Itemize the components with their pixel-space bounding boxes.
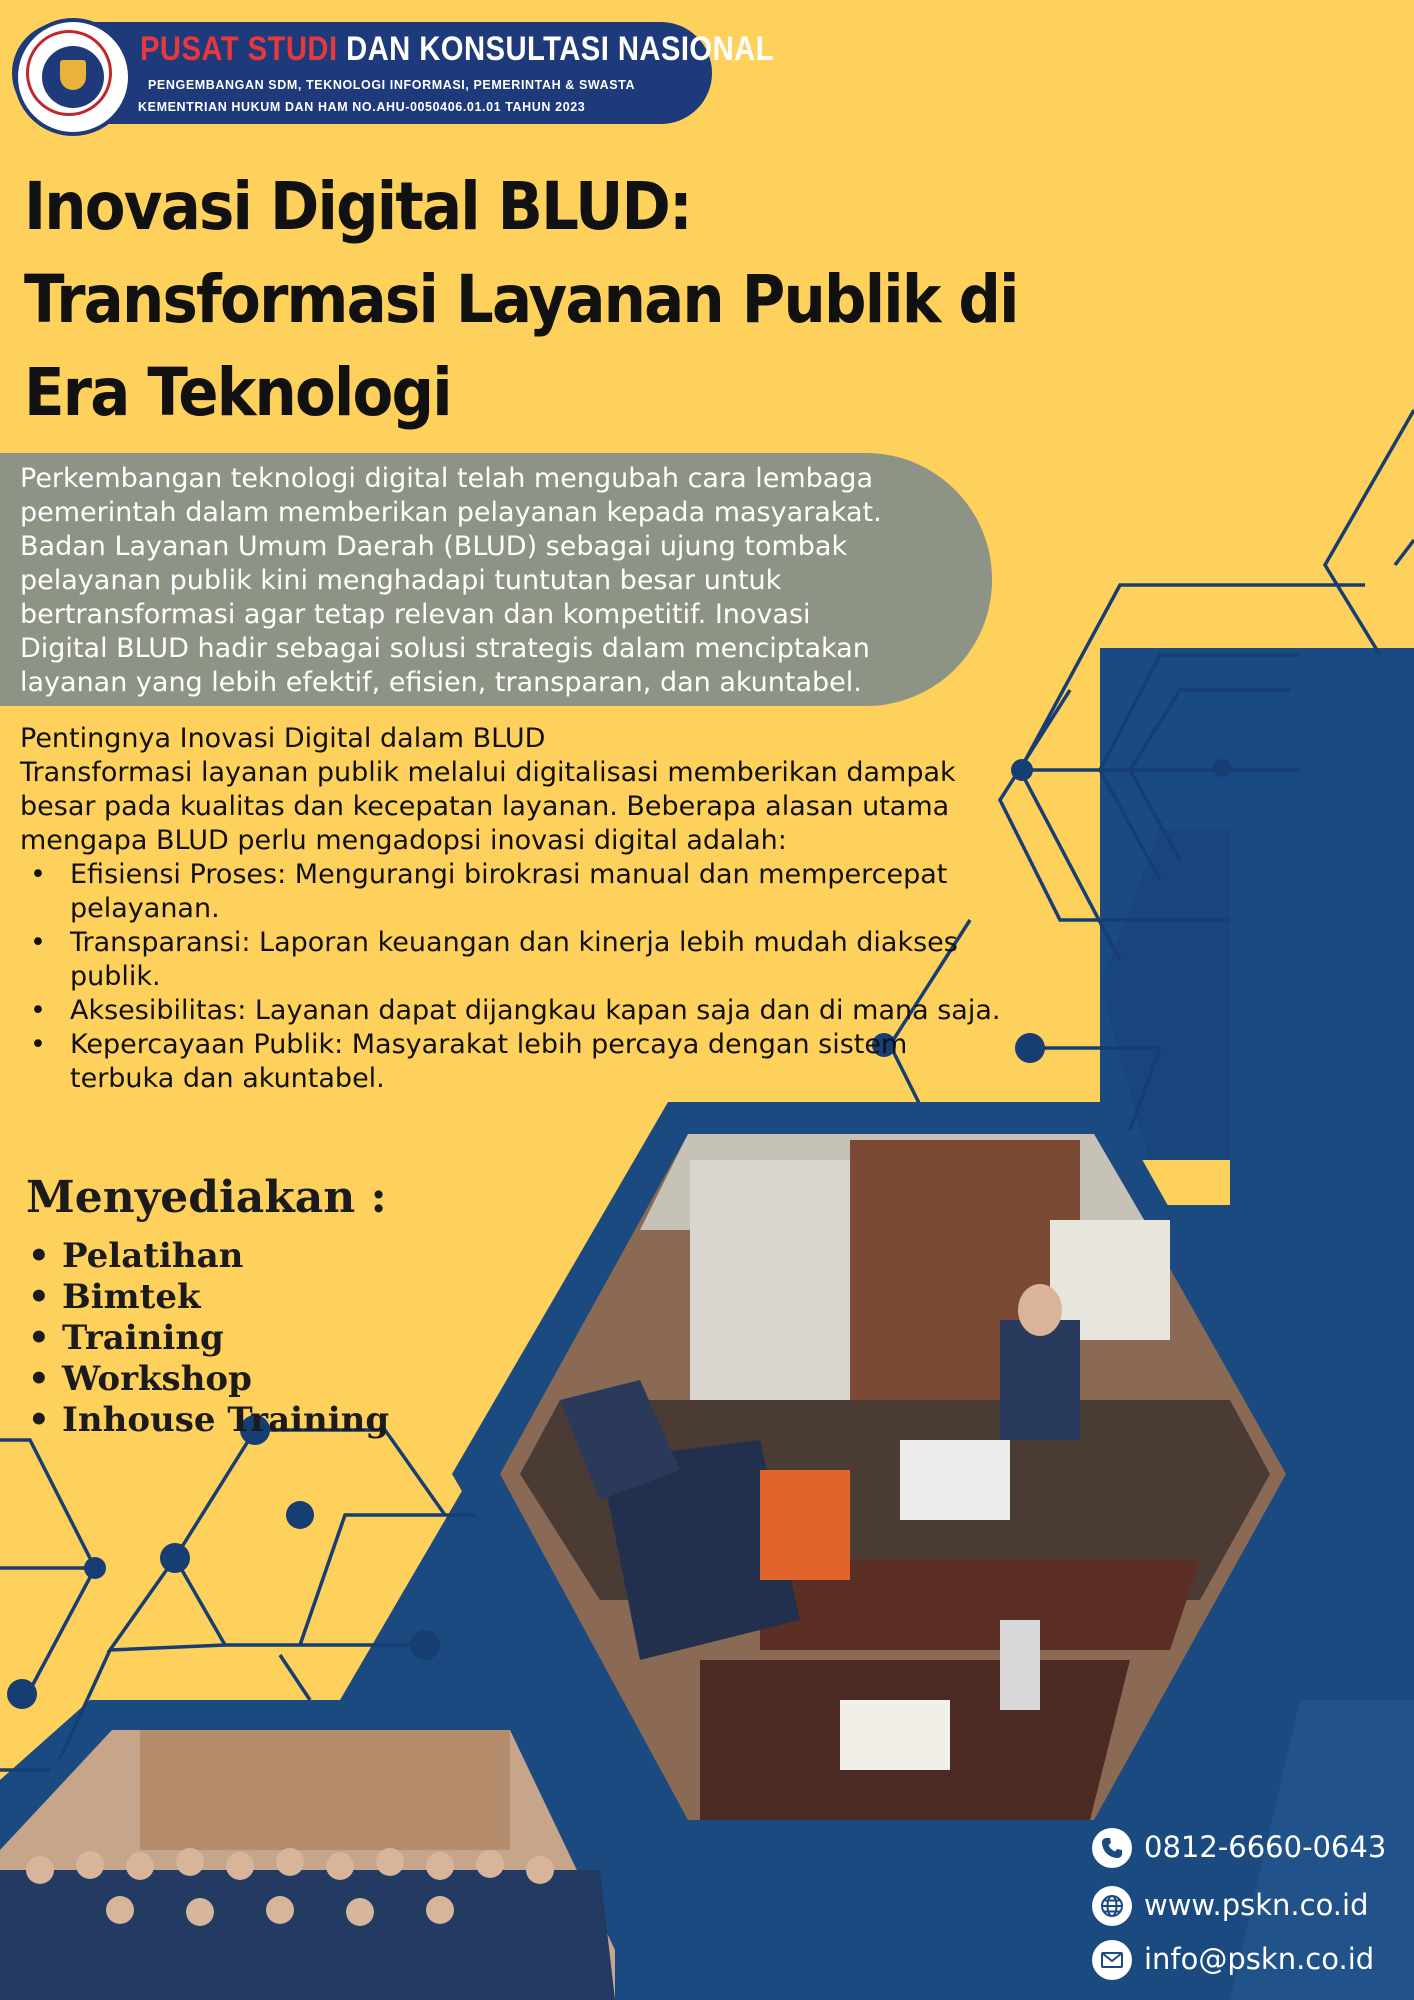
organization-name: PUSAT STUDI DAN KONSULTASI NASIONAL bbox=[140, 30, 774, 68]
logo bbox=[14, 18, 132, 136]
intro-line: Perkembangan teknologi digital telah mengubah cara lembaga bbox=[20, 463, 873, 494]
section-body bbox=[20, 722, 1060, 1096]
list-item: • Transparansi: Laporan keuangan dan kinerja lebih mudah diakses publik. bbox=[20, 926, 1060, 994]
reasons-list bbox=[20, 858, 1060, 1096]
intro-paragraph bbox=[20, 462, 980, 700]
globe-icon bbox=[1092, 1886, 1132, 1926]
section-line: besar pada kualitas dan kecepatan layanan. Beberapa alasan utama bbox=[20, 791, 950, 822]
list-item: • Kepercayaan Publik: Masyarakat lebih percaya dengan sistem terbuka dan akuntabel. bbox=[20, 1028, 1060, 1096]
section-line: mengapa BLUD perlu mengadopsi inovasi digital adalah: bbox=[20, 825, 787, 856]
list-item: • Training bbox=[26, 1318, 389, 1359]
offers-title: Menyediakan : bbox=[26, 1172, 387, 1223]
list-item: • Aksesibilitas: Layanan dapat dijangkau kapan saja dan di mana saja. bbox=[20, 994, 1060, 1028]
list-item: • Bimtek bbox=[26, 1277, 389, 1318]
intro-line: Digital BLUD hadir sebagai solusi strategis dalam menciptakan bbox=[20, 633, 870, 664]
title-line: Inovasi Digital BLUD: bbox=[24, 168, 691, 245]
title-line: Era Teknologi bbox=[24, 354, 451, 431]
intro-line: pelayanan publik kini menghadapi tuntutan besar untuk bbox=[20, 565, 782, 596]
website-link[interactable]: www.pskn.co.id bbox=[1144, 1888, 1369, 1922]
phone-icon bbox=[1092, 1828, 1132, 1868]
section-heading: Pentingnya Inovasi Digital dalam BLUD bbox=[20, 723, 546, 754]
title-line: Transformasi Layanan Publik di bbox=[24, 261, 1018, 338]
email-link[interactable]: info@pskn.co.id bbox=[1144, 1942, 1375, 1976]
page-title bbox=[24, 160, 1018, 439]
shield-emblem-icon bbox=[60, 60, 86, 90]
list-item: • Pelatihan bbox=[26, 1236, 389, 1277]
intro-line: layanan yang lebih efektif, efisien, transparan, dan akuntabel. bbox=[20, 667, 862, 698]
organization-tagline: PENGEMBANGAN SDM, TEKNOLOGI INFORMASI, PEMERINTAH & SWASTA bbox=[148, 78, 636, 92]
intro-line: pemerintah dalam memberikan pelayanan kepada masyarakat. bbox=[20, 497, 882, 528]
mail-icon bbox=[1092, 1940, 1132, 1980]
intro-line: bertransformasi agar tetap relevan dan kompetitif. Inovasi bbox=[20, 599, 811, 630]
list-item: • Inhouse Training bbox=[26, 1400, 389, 1441]
list-item: • Workshop bbox=[26, 1359, 389, 1400]
phone-number[interactable]: 0812-6660-0643 bbox=[1144, 1830, 1387, 1864]
list-item: • Efisiensi Proses: Mengurangi birokrasi manual dan mempercepat pelayanan. bbox=[20, 858, 1060, 926]
section-line: Transformasi layanan publik melalui digitalisasi memberikan dampak bbox=[20, 757, 956, 788]
offers-list bbox=[26, 1236, 389, 1441]
intro-line: Badan Layanan Umum Daerah (BLUD) sebagai ujung tombak bbox=[20, 531, 848, 562]
organization-registration: KEMENTRIAN HUKUM DAN HAM NO.AHU-0050406.01.01 TAHUN 2023 bbox=[138, 100, 586, 114]
